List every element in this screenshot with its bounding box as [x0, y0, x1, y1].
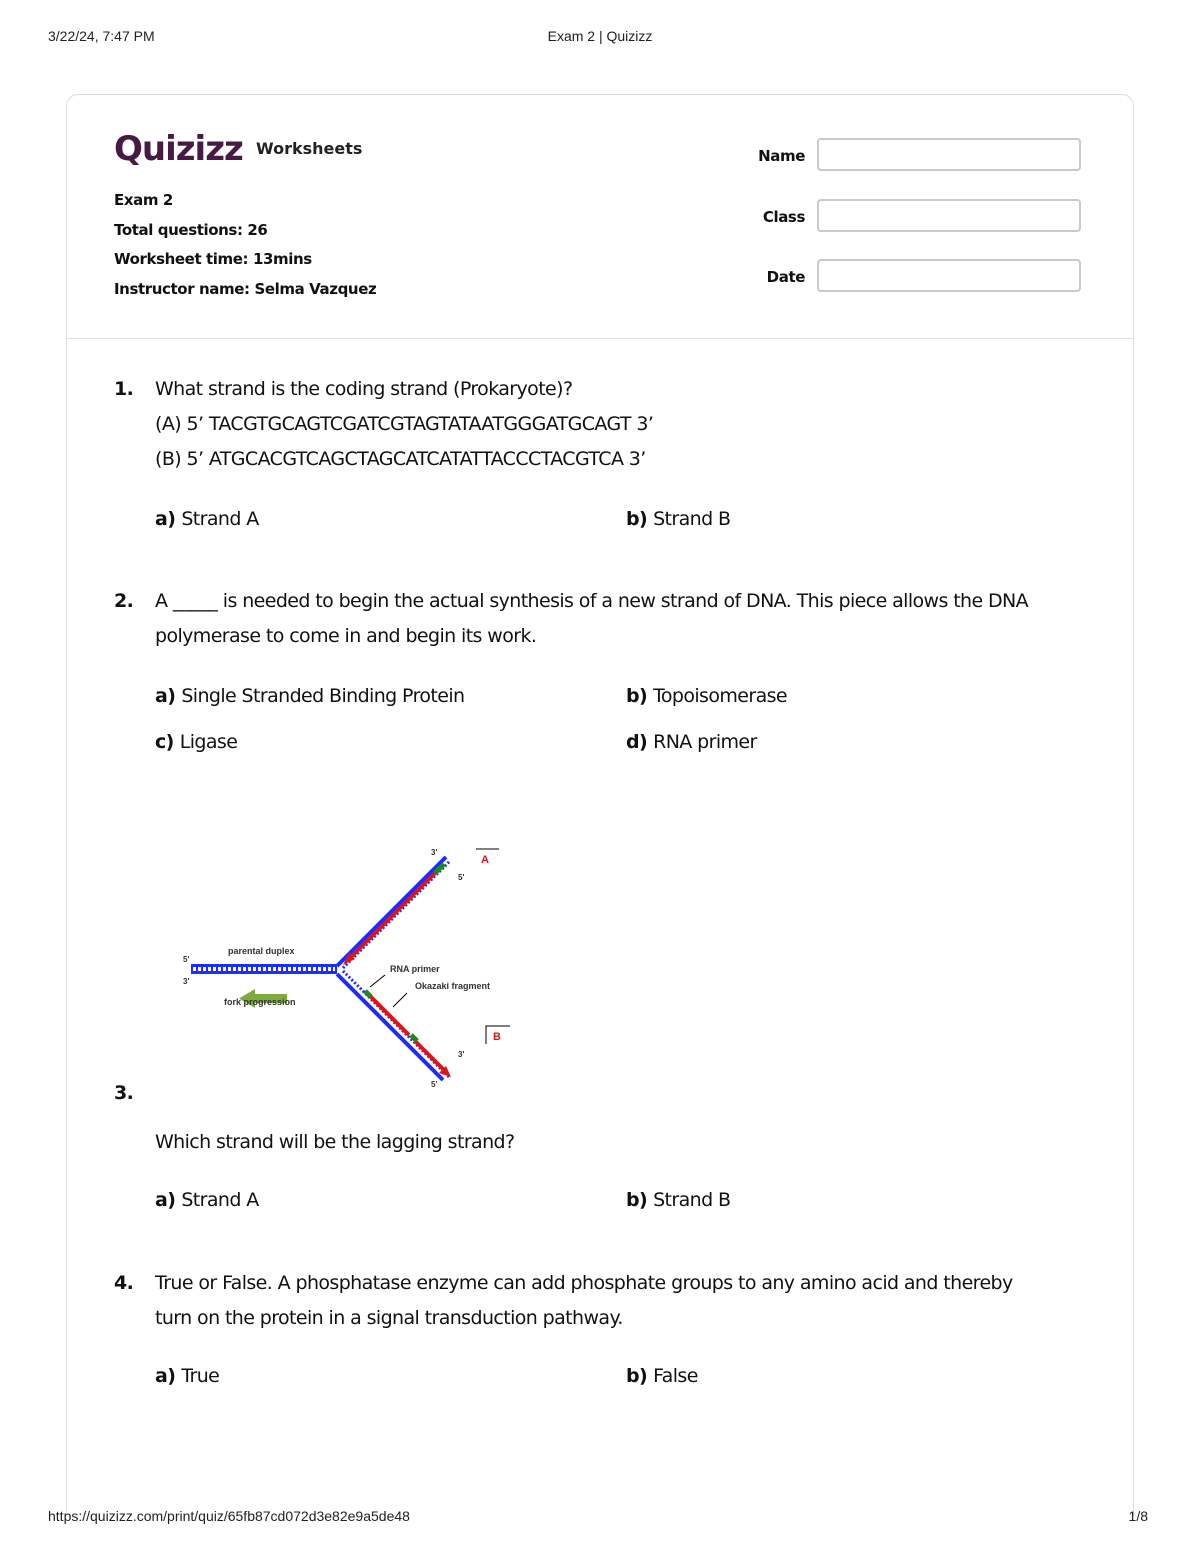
option-text: Ligase	[179, 731, 238, 753]
rna-primer-pointer	[370, 975, 385, 987]
worksheet-header	[67, 95, 1133, 339]
print-footer	[0, 1508, 1200, 1528]
option-text: Single Stranded Binding Protein	[181, 685, 465, 707]
question-text: turn on the protein in a signal transduction pathway.	[155, 1307, 623, 1329]
rna-primer-label: RNA primer	[390, 964, 440, 974]
option-b[interactable]	[626, 685, 787, 707]
class-label: Class	[762, 208, 805, 226]
option-a[interactable]	[155, 1189, 259, 1211]
option-c[interactable]	[155, 731, 237, 753]
option-letter: a)	[155, 508, 176, 530]
replication-fork-diagram	[173, 835, 523, 1095]
name-label: Name	[758, 147, 805, 165]
option-text: Strand A	[181, 1189, 259, 1211]
option-letter: a)	[155, 685, 176, 707]
worksheet-card	[66, 94, 1134, 1515]
total-questions: Total questions: 26	[114, 220, 268, 239]
question-text: True or False. A phosphatase enzyme can add phosphate groups to any amino acid and thereby	[155, 1272, 1013, 1294]
worksheet-title: Exam 2	[114, 191, 173, 209]
worksheet-meta	[114, 191, 376, 309]
option-b[interactable]	[626, 508, 730, 530]
duplex-3prime: 3'	[183, 977, 190, 986]
page-number: 1/8	[1128, 1508, 1148, 1524]
name-input[interactable]	[817, 138, 1081, 171]
print-url[interactable]: https://quizizz.com/print/quiz/65fb87cd072d3e82e9a5de48	[48, 1508, 410, 1524]
option-text: False	[653, 1365, 698, 1387]
date-input[interactable]	[817, 259, 1081, 292]
leading-strand	[348, 867, 441, 960]
option-b[interactable]	[626, 1365, 698, 1387]
question-text: Which strand will be the lagging strand?	[155, 1131, 515, 1153]
option-a[interactable]	[155, 1365, 219, 1387]
option-text: Strand B	[653, 1189, 731, 1211]
question-text: (A) 5’ TACGTGCAGTCGATCGTAGTATAATGGGATGCAGT 3’	[155, 413, 654, 435]
print-datetime: 3/22/24, 7:47 PM	[48, 28, 155, 44]
option-a[interactable]	[155, 685, 464, 707]
lower-5prime: 5'	[431, 1080, 438, 1089]
option-text: Strand A	[181, 508, 259, 530]
logo-product: Worksheets	[256, 139, 363, 158]
option-text: Topoisomerase	[653, 685, 788, 707]
option-letter: a)	[155, 1189, 176, 1211]
lower-3prime: 3'	[458, 1050, 465, 1059]
option-letter: a)	[155, 1365, 176, 1387]
instructor-name: Instructor name: Selma Vazquez	[114, 279, 377, 298]
option-text: RNA primer	[653, 731, 757, 753]
question-text: A _____ is needed to begin the actual synthesis of a new strand of DNA. This piece allows the DNA	[155, 590, 1029, 612]
upper-arm-bases	[343, 861, 450, 968]
upper-5prime: 5'	[458, 873, 465, 882]
option-letter: b)	[626, 685, 648, 707]
print-title: Exam 2 | Quizizz	[547, 28, 653, 44]
parental-duplex-label: parental duplex	[228, 946, 295, 956]
upper-3prime: 3'	[431, 848, 438, 857]
okazaki-fragment-1	[369, 995, 409, 1035]
upper-arm-template	[337, 857, 446, 966]
strand-a-label: A	[481, 854, 489, 866]
duplex-5prime: 5'	[183, 955, 190, 964]
date-label: Date	[766, 268, 805, 286]
question-text: What strand is the coding strand (Prokaryote)?	[155, 378, 573, 400]
worksheet-time: Worksheet time: 13mins	[114, 250, 312, 268]
option-letter: b)	[626, 508, 648, 530]
option-letter: d)	[626, 731, 648, 753]
primer-1	[365, 991, 371, 997]
option-text: True	[181, 1365, 220, 1387]
replication-fork-svg	[173, 835, 523, 1095]
option-a[interactable]	[155, 508, 259, 530]
option-letter: b)	[626, 1365, 648, 1387]
print-header	[0, 28, 1200, 48]
question-text: (B) 5’ ATGCACGTCAGCTAGCATCATATTACCCTACGTCA 3’	[155, 448, 646, 470]
question-number: 4.	[114, 1272, 134, 1294]
question-number: 3.	[114, 1082, 134, 1104]
class-input[interactable]	[817, 199, 1081, 232]
strand-b-label: B	[493, 1031, 501, 1043]
okazaki-pointer	[393, 993, 407, 1007]
question-number: 1.	[114, 378, 134, 400]
option-text: Strand B	[653, 508, 731, 530]
option-d[interactable]	[626, 731, 757, 753]
option-letter: c)	[155, 731, 174, 753]
fork-progression-label: fork progression	[224, 997, 296, 1007]
question-text: polymerase to come in and begin its work.	[155, 625, 537, 647]
okazaki-fragment-label: Okazaki fragment	[415, 981, 491, 991]
option-letter: b)	[626, 1189, 648, 1211]
question-number: 2.	[114, 590, 134, 612]
option-b[interactable]	[626, 1189, 730, 1211]
logo-wordmark: Quizizz	[114, 129, 243, 169]
